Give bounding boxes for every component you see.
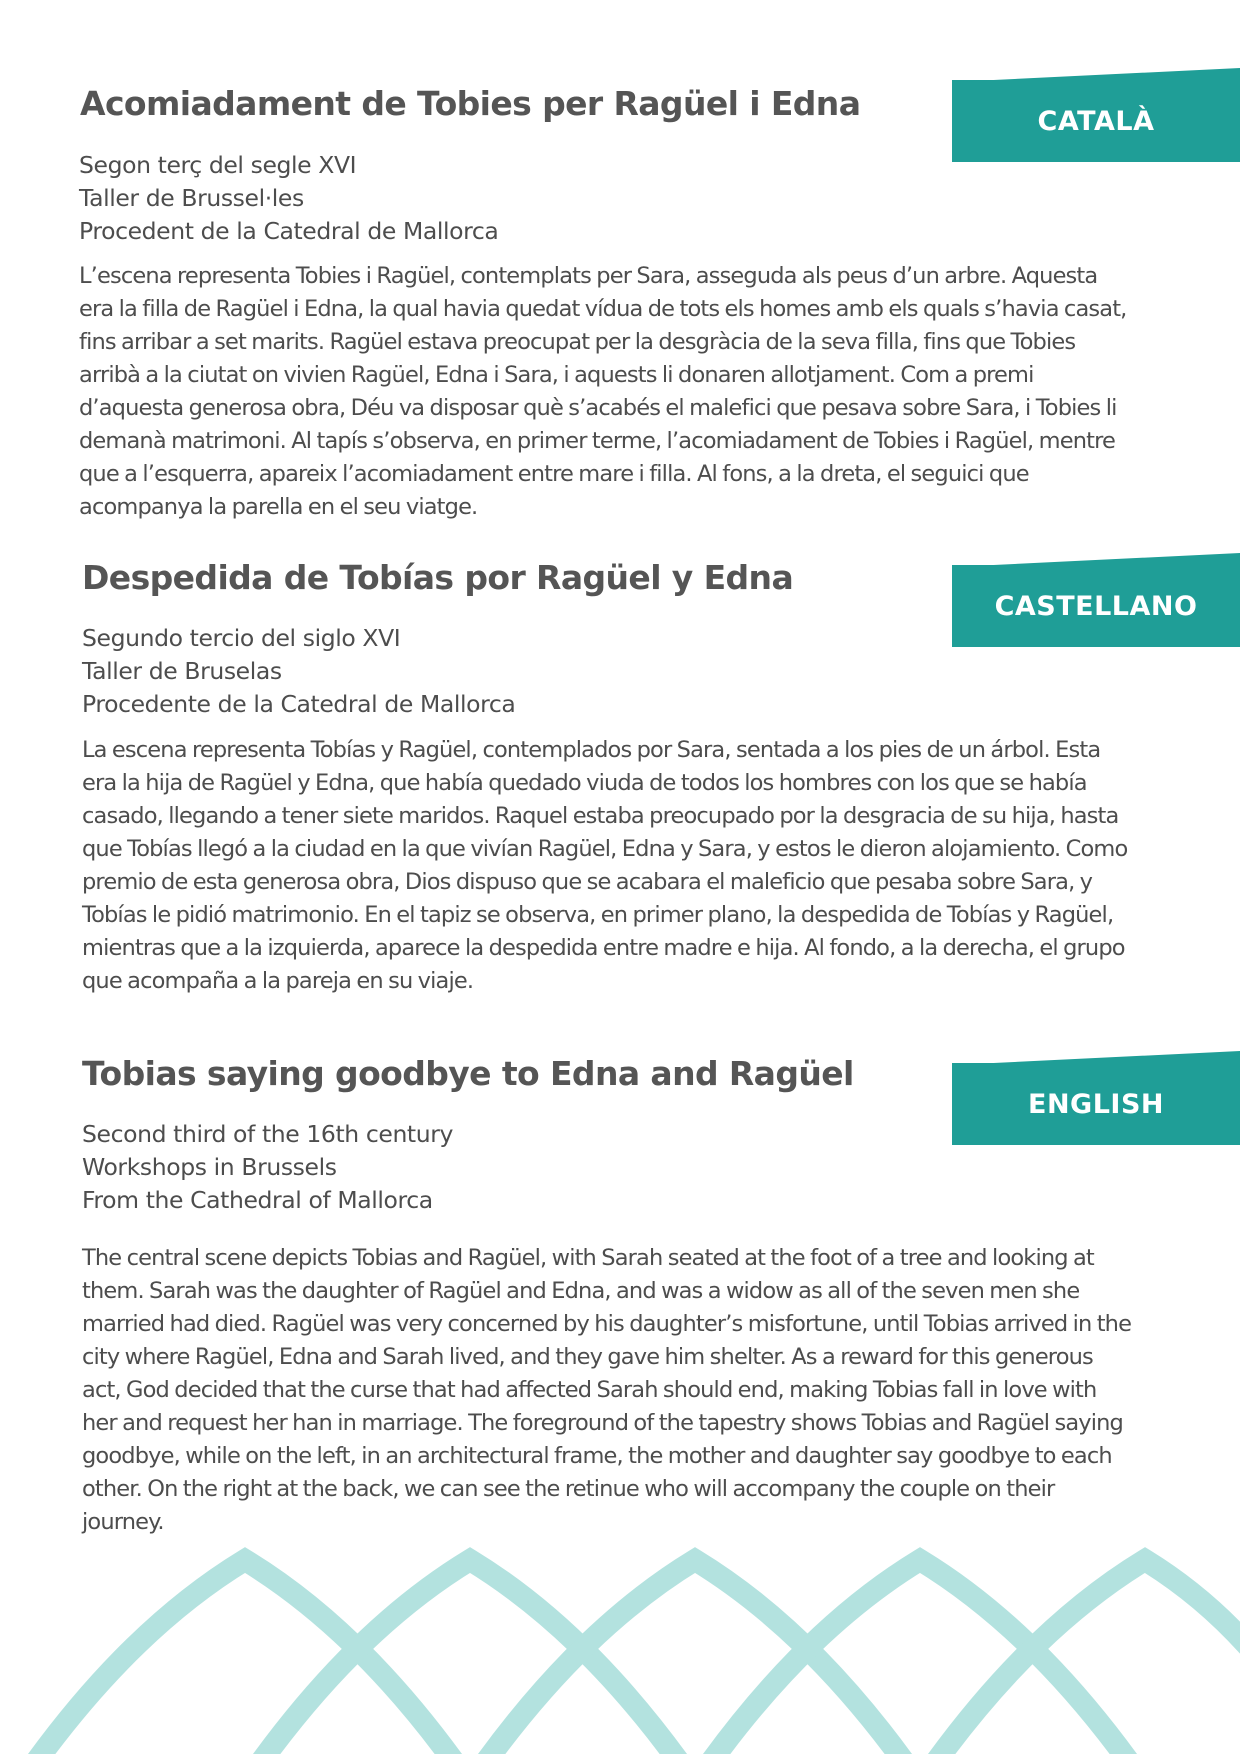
arch-shape (705, 1560, 1135, 1754)
artwork-metadata (82, 622, 515, 721)
artwork-date: Second third of the 16th century (82, 1120, 454, 1148)
description-paragraph: The central scene depicts Tobias and Ragüel, with Sarah seated at the foot of a tree and looking at them. Sarah was the daughter of Ragüel and Edna, and was a widow as all of the seven men she married had died. Ragüel was very concerned by his daughter’s misfortune, until Tobias arrived in the city where Ragüel, Edna and Sarah lived, and they gave him shelter. As a reward for this generous act, God decided that the curse that had affected Sarah should end, making Tobias fall in love with her and request her han in marriage. The foreground of the tapestry shows Tobias and Ragüel saying goodbye, while on the left, in an architectural frame, the mother and daughter say goodbye to each other. On the right at the back, we can see the retinue who will accompany the couple on their journey. (82, 1245, 1132, 1535)
language-tag (952, 80, 1240, 162)
section-title: Tobias saying goodbye to Edna and Ragüel (82, 1054, 854, 1093)
language-tag (952, 1063, 1240, 1145)
section-title: Despedida de Tobías por Ragüel y Edna (82, 558, 794, 597)
description-paragraph: L’escena representa Tobies i Ragüel, contemplats per Sara, asseguda als peus d’un arbre. Aquesta era la filla de Ragüel i Edna, la qual havia quedat vídua de tots els homes amb els quals s’havia casat, fins arribar a set marits. Ragüel estava preocupat per la desgràcia de la seva filla, fins que Tobies arribà a la ciutat on vivien Ragüel, Edna i Sara, i aquests li donaren allotjament. Com a premi d’aquesta generosa obra, Déu va disposar què s’acabés el malefici que pesava sobre Sara, i Tobies li demanà matrimoni. Al tapís s’observa, en primer terme, l’acomiadament de Tobies i Ragüel, mentre que a l’esquerra, apareix l’acomiadament entre mare i filla. Al fons, a la dreta, el seguici que acompanya la parella en el seu viatge. (79, 263, 1127, 520)
artwork-provenance: Procedent de la Catedral de Mallorca (79, 217, 499, 245)
artwork-date: Segundo tercio del siglo XVI (82, 624, 401, 652)
artwork-metadata (82, 1118, 453, 1217)
arch-shape (480, 1560, 910, 1754)
language-label: ENGLISH (1028, 1088, 1164, 1120)
artwork-provenance: Procedente de la Catedral de Mallorca (82, 690, 516, 718)
language-tag (952, 565, 1240, 647)
description-paragraph: La escena representa Tobías y Ragüel, contemplados por Sara, sentada a los pies de un árbol. Esta era la hija de Ragüel y Edna, que había quedado viuda de todos los hombres con los que se había casado, llegando a tener siete maridos. Raquel estaba preocupado por la desgracia de su hija, hasta que Tobías llegó a la ciudad en la que vivían Ragüel, Edna y Sara, y estos le dieron alojamiento. Como premio de esta generosa obra, Dios dispuso que se acabara el maleficio que pesaba sobre Sara, y Tobías le pidió matrimonio. En el tapiz se observa, en primer plano, la despedida de Tobías y Ragüel, mientras que a la izquierda, aparece la despedida entre madre e hija. Al fondo, a la derecha, el grupo que acompaña a la pareja en su viaje. (82, 737, 1128, 994)
arch-shape (255, 1560, 685, 1754)
section-title: Acomiadament de Tobies per Ragüel i Edna (80, 84, 861, 123)
decorative-arches (0, 1540, 1240, 1754)
artwork-date: Segon terç del segle XVI (79, 151, 357, 179)
artwork-workshop: Workshops in Brussels (82, 1153, 337, 1181)
language-label: CATALÀ (1037, 105, 1155, 137)
artwork-workshop: Taller de Brussel·les (79, 184, 304, 212)
artwork-provenance: From the Cathedral of Mallorca (82, 1186, 433, 1214)
arch-shape (30, 1560, 460, 1754)
artwork-metadata (79, 149, 498, 248)
artwork-workshop: Taller de Bruselas (82, 657, 282, 685)
language-label: CASTELLANO (994, 590, 1198, 622)
